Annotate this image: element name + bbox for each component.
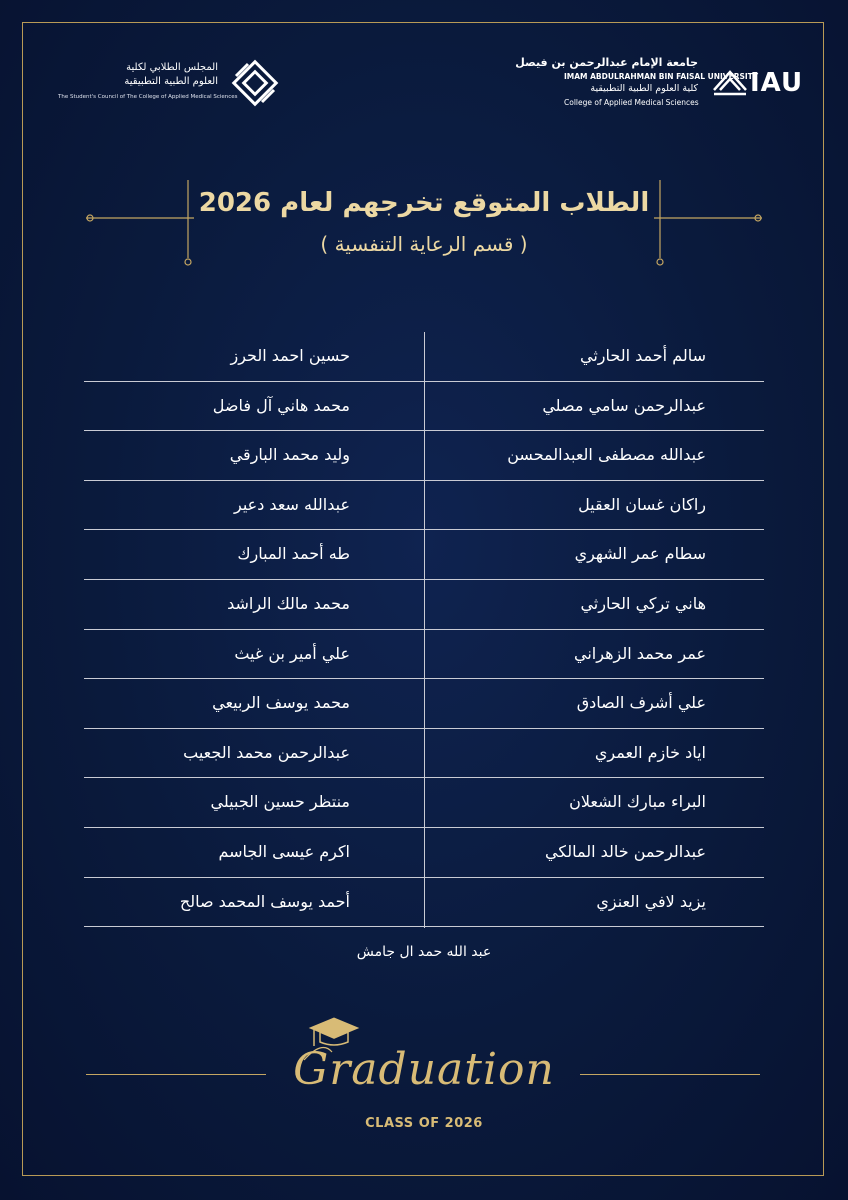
- graduate-name: عبدالرحمن خالد المالكي: [545, 842, 706, 861]
- council-name-ar-line1: المجلس الطلابي لكلية: [126, 62, 218, 73]
- graduate-name: سطام عمر الشهري: [574, 544, 706, 564]
- university-logo: [515, 50, 810, 114]
- row-rule: [84, 926, 764, 927]
- class-of-label: CLASS OF 2026: [365, 1116, 483, 1131]
- council-name-en: The Student's Council of The College of Applied Medical Sciences: [58, 94, 238, 100]
- page-subtitle: ( قسم الرعاية التنفسية ): [320, 232, 528, 256]
- list-row: [84, 878, 764, 928]
- graduate-name: عبدالله سعد دعير: [234, 494, 350, 514]
- student-council-logo: [58, 52, 298, 112]
- graduate-name: عبدالرحمن محمد الجعيب: [183, 742, 350, 762]
- college-name-en: College of Applied Medical Sciences: [564, 98, 699, 107]
- graduate-name: اكرم عيسى الجاسم: [218, 842, 350, 861]
- graduate-name: عبدالله مصطفى العبدالمحسن: [507, 445, 706, 465]
- graduate-name: اياد خازم العمري: [594, 742, 706, 762]
- graduate-name: حسين احمد الحرز: [230, 346, 350, 365]
- council-name-ar-line2: العلوم الطبية التطبيقية: [124, 76, 218, 87]
- graduate-name: طه أحمد المبارك: [237, 544, 350, 564]
- list-row: [84, 580, 764, 630]
- graduate-name: وليد محمد البارقي: [229, 445, 350, 465]
- graduate-name: علي أشرف الصادق: [576, 693, 706, 713]
- university-name-ar: جامعة الإمام عبدالرحمن بن فيصل: [515, 56, 698, 69]
- graduate-name: محمد مالك الراشد: [227, 594, 350, 613]
- list-row: [84, 332, 764, 382]
- graduate-name: عمر محمد الزهراني: [574, 643, 706, 663]
- list-row: [84, 828, 764, 878]
- graduate-name: محمد يوسف الربيعي: [212, 693, 350, 713]
- graduation-script-title: Graduation: [293, 1044, 555, 1095]
- list-row: [84, 530, 764, 580]
- graduate-name: محمد هاني آل فاضل: [212, 395, 350, 415]
- university-abbreviation: IAU: [750, 68, 804, 98]
- graduate-name: علي أمير بن غيث: [234, 643, 350, 663]
- graduate-name: أحمد يوسف المحمد صالح: [179, 891, 350, 911]
- graduate-name: يزيد لافي العنزي: [596, 891, 706, 911]
- graduate-name: سالم أحمد الحارثي: [580, 346, 706, 365]
- list-row: [84, 778, 764, 828]
- college-name-ar: كلية العلوم الطبية التطبيقية: [590, 83, 698, 94]
- graduate-name: البراء مبارك الشعلان: [569, 792, 706, 812]
- graduate-name-extra: عبد الله حمد ال جامش: [356, 944, 492, 960]
- graduate-name: منتظر حسين الجبيلي: [210, 792, 350, 812]
- list-row: [84, 382, 764, 432]
- page-title: الطلاب المتوقع تخرجهم لعام 2026: [198, 188, 650, 218]
- list-row: [84, 481, 764, 531]
- list-row: [84, 630, 764, 680]
- graduate-name: عبدالرحمن سامي مصلي: [542, 395, 706, 415]
- graduate-name: هاني تركي الحارثي: [580, 594, 706, 613]
- graduates-list: [84, 332, 764, 928]
- graduate-name: راكان غسان العقيل: [578, 494, 706, 514]
- list-row: [84, 679, 764, 729]
- university-name-en: IMAM ABDULRAHMAN BIN FAISAL UNIVERSITY: [564, 72, 759, 81]
- list-row: [84, 729, 764, 779]
- council-emblem-icon: [228, 56, 282, 110]
- university-emblem-icon: [710, 64, 750, 104]
- list-row: [84, 431, 764, 481]
